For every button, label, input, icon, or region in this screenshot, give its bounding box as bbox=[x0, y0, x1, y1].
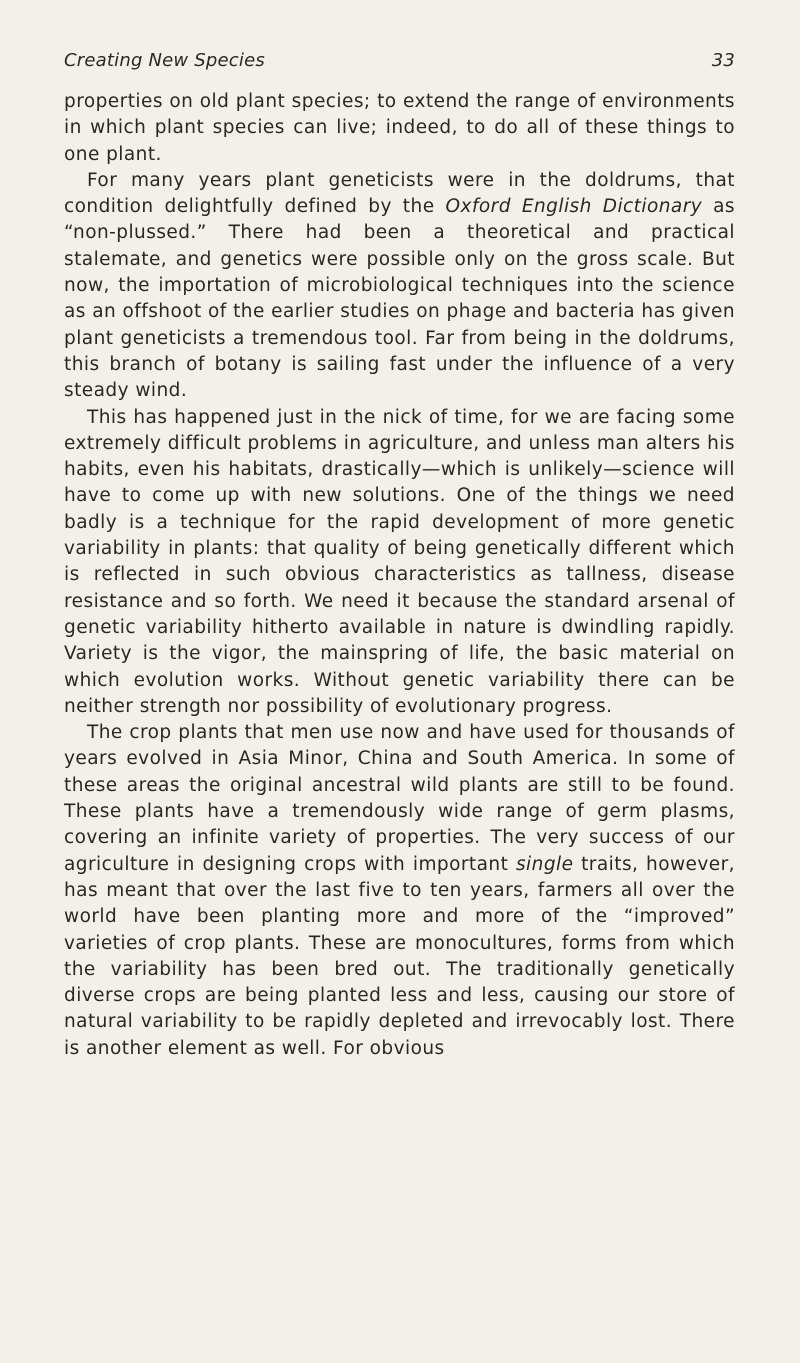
paragraph-2 bbox=[64, 168, 735, 405]
paragraph-1: properties on old plant species; to extend the range of environments in which plant species can live; indeed, to do all of these things to one plant. bbox=[64, 91, 735, 165]
page-number: 33 bbox=[711, 50, 735, 71]
body-text bbox=[64, 89, 735, 1062]
dictionary-title-italic: Oxford English Dictionary bbox=[445, 196, 703, 218]
paragraph-4-text-a: The crop plants that men use now and have used for thousands of years evolved in Asia Minor, China and South America. In some of these areas the original ancestral wild plants are still to be found. These plants have a tremendously wide range of germ plasms, covering an infinite variety of properties. The very success of our agriculture in designing crops with important bbox=[64, 722, 735, 875]
paragraph-4-text-b: traits, however, has meant that over the last five to ten years, farmers all over the world have been planting more and more of the “improved” varieties of crop plants. These are monocultures, forms from which the variability has been bred out. The traditionally genetically diverse crops are being planted less and less, causing our store of natural variability to be rapidly depleted and irrevocably lost. There is another element as well. For obvious bbox=[64, 853, 735, 1059]
single-italic: single bbox=[515, 853, 574, 875]
paragraph-2-text-b: as “non-plussed.” There had been a theoretical and practical stalemate, and genetics were possible only on the gross scale. But now, the importation of microbiological techniques into the science as an offshoot of the earlier studies on phage and bacteria has given plant geneticists a tremendous tool. Far from being in the doldrums, this branch of botany is sailing fast under the influence of a very steady wind. bbox=[64, 196, 736, 402]
paragraph-4 bbox=[64, 720, 735, 1062]
paragraph-2-text-a: For many years plant geneticists were in the doldrums, that condition delightfully defined by the bbox=[64, 169, 735, 218]
running-head bbox=[64, 50, 735, 78]
running-title: Creating New Species bbox=[64, 50, 265, 71]
paragraph-3: This has happened just in the nick of time, for we are facing some extremely difficult problems in agriculture, and unless man alters his habits, even his habitats, drastically—which is unlikely—science will have to come up with new solutions. One of the things we need badly is a technique for the rapid development of more genetic variability in plants: that quality of being genetically different which is reflected in such obvious characteristics as tallness, disease resistance and so forth. We need it because the standard arsenal of genetic variability hitherto available in nature is dwindling rapidly. Variety is the vigor, the mainspring of life, the basic material on which evolution works. Without genetic variability there can be neither strength nor possibility of evolutionary progress. bbox=[64, 406, 735, 717]
